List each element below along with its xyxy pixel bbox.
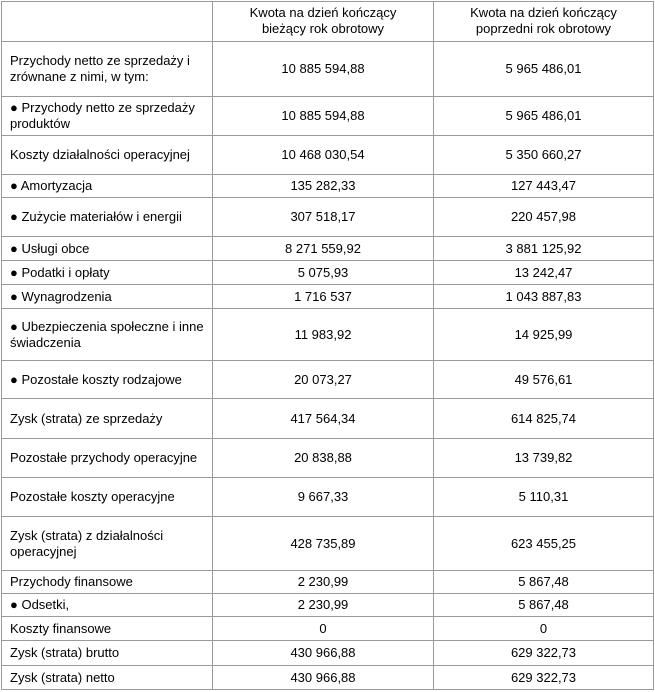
table-row (2, 42, 654, 97)
row-current-value: 135 282,33 (213, 175, 434, 198)
row-label: Pozostałe koszty operacyjne (2, 478, 213, 517)
table-row (2, 198, 654, 237)
row-label: ● Odsetki, (2, 594, 213, 617)
financial-table (1, 1, 654, 690)
row-current-value: 307 518,17 (213, 198, 434, 237)
table-row (2, 517, 654, 571)
table-row (2, 439, 654, 478)
row-current-value: 0 (213, 617, 434, 641)
row-current-value: 10 885 594,88 (213, 97, 434, 136)
row-label: Koszty finansowe (2, 617, 213, 641)
row-previous-value: 1 043 887,83 (434, 285, 654, 309)
row-label: ● Zużycie materiałów i energii (2, 198, 213, 237)
row-current-value: 417 564,34 (213, 399, 434, 439)
row-label: Zysk (strata) netto (2, 666, 213, 690)
table-row (2, 237, 654, 261)
header-previous-line1: Kwota na dzień kończący (470, 5, 617, 20)
table-row (2, 285, 654, 309)
row-current-value: 1 716 537 (213, 285, 434, 309)
table-row (2, 136, 654, 175)
row-previous-value: 614 825,74 (434, 399, 654, 439)
row-current-value: 20 073,27 (213, 361, 434, 399)
table-row (2, 399, 654, 439)
row-previous-value: 5 965 486,01 (434, 42, 654, 97)
row-previous-value: 220 457,98 (434, 198, 654, 237)
row-current-value: 5 075,93 (213, 261, 434, 285)
row-previous-value: 5 867,48 (434, 571, 654, 594)
row-label: Zysk (strata) brutto (2, 641, 213, 666)
row-previous-value: 629 322,73 (434, 641, 654, 666)
table-row (2, 641, 654, 666)
table-row (2, 361, 654, 399)
row-current-value: 430 966,88 (213, 666, 434, 690)
row-previous-value: 623 455,25 (434, 517, 654, 571)
row-previous-value: 5 110,31 (434, 478, 654, 517)
table-row (2, 478, 654, 517)
table-row (2, 617, 654, 641)
header-current-year (213, 2, 434, 42)
row-label: Przychody netto ze sprzedaży i zrównane z nimi, w tym: (2, 42, 213, 97)
row-current-value: 9 667,33 (213, 478, 434, 517)
table-row (2, 594, 654, 617)
header-current-line2: bieżący rok obrotowy (261, 21, 385, 36)
row-previous-value: 127 443,47 (434, 175, 654, 198)
row-label: Koszty działalności operacyjnej (2, 136, 213, 175)
header-row (2, 2, 654, 42)
row-current-value: 10 885 594,88 (213, 42, 434, 97)
row-previous-value: 14 925,99 (434, 309, 654, 361)
header-current-line1: Kwota na dzień kończący (249, 5, 397, 20)
row-current-value: 430 966,88 (213, 641, 434, 666)
header-label-cell (2, 2, 213, 42)
row-label: Zysk (strata) z działalności operacyjnej (2, 517, 213, 571)
row-label: Pozostałe przychody operacyjne (2, 439, 213, 478)
row-current-value: 428 735,89 (213, 517, 434, 571)
row-label: ● Wynagrodzenia (2, 285, 213, 309)
row-label: Przychody finansowe (2, 571, 213, 594)
row-previous-value: 629 322,73 (434, 666, 654, 690)
header-previous-line2: poprzedni rok obrotowy (475, 21, 612, 36)
row-label: ● Ubezpieczenia społeczne i inne świadczenia (2, 309, 213, 361)
table-row (2, 175, 654, 198)
row-current-value: 10 468 030,54 (213, 136, 434, 175)
table-row (2, 666, 654, 690)
row-previous-value: 5 350 660,27 (434, 136, 654, 175)
row-previous-value: 13 739,82 (434, 439, 654, 478)
row-current-value: 2 230,99 (213, 571, 434, 594)
row-label: ● Pozostałe koszty rodzajowe (2, 361, 213, 399)
table-row (2, 309, 654, 361)
row-current-value: 20 838,88 (213, 439, 434, 478)
row-previous-value: 3 881 125,92 (434, 237, 654, 261)
row-previous-value: 5 867,48 (434, 594, 654, 617)
table-row (2, 261, 654, 285)
row-previous-value: 13 242,47 (434, 261, 654, 285)
row-label: ● Usługi obce (2, 237, 213, 261)
row-current-value: 8 271 559,92 (213, 237, 434, 261)
row-previous-value: 5 965 486,01 (434, 97, 654, 136)
table-row (2, 571, 654, 594)
row-label: ● Amortyzacja (2, 175, 213, 198)
row-label: ● Przychody netto ze sprzedaży produktów (2, 97, 213, 136)
row-label: Zysk (strata) ze sprzedaży (2, 399, 213, 439)
row-current-value: 11 983,92 (213, 309, 434, 361)
row-previous-value: 0 (434, 617, 654, 641)
row-label: ● Podatki i opłaty (2, 261, 213, 285)
table-row (2, 97, 654, 136)
row-current-value: 2 230,99 (213, 594, 434, 617)
row-previous-value: 49 576,61 (434, 361, 654, 399)
header-previous-year (434, 2, 654, 42)
